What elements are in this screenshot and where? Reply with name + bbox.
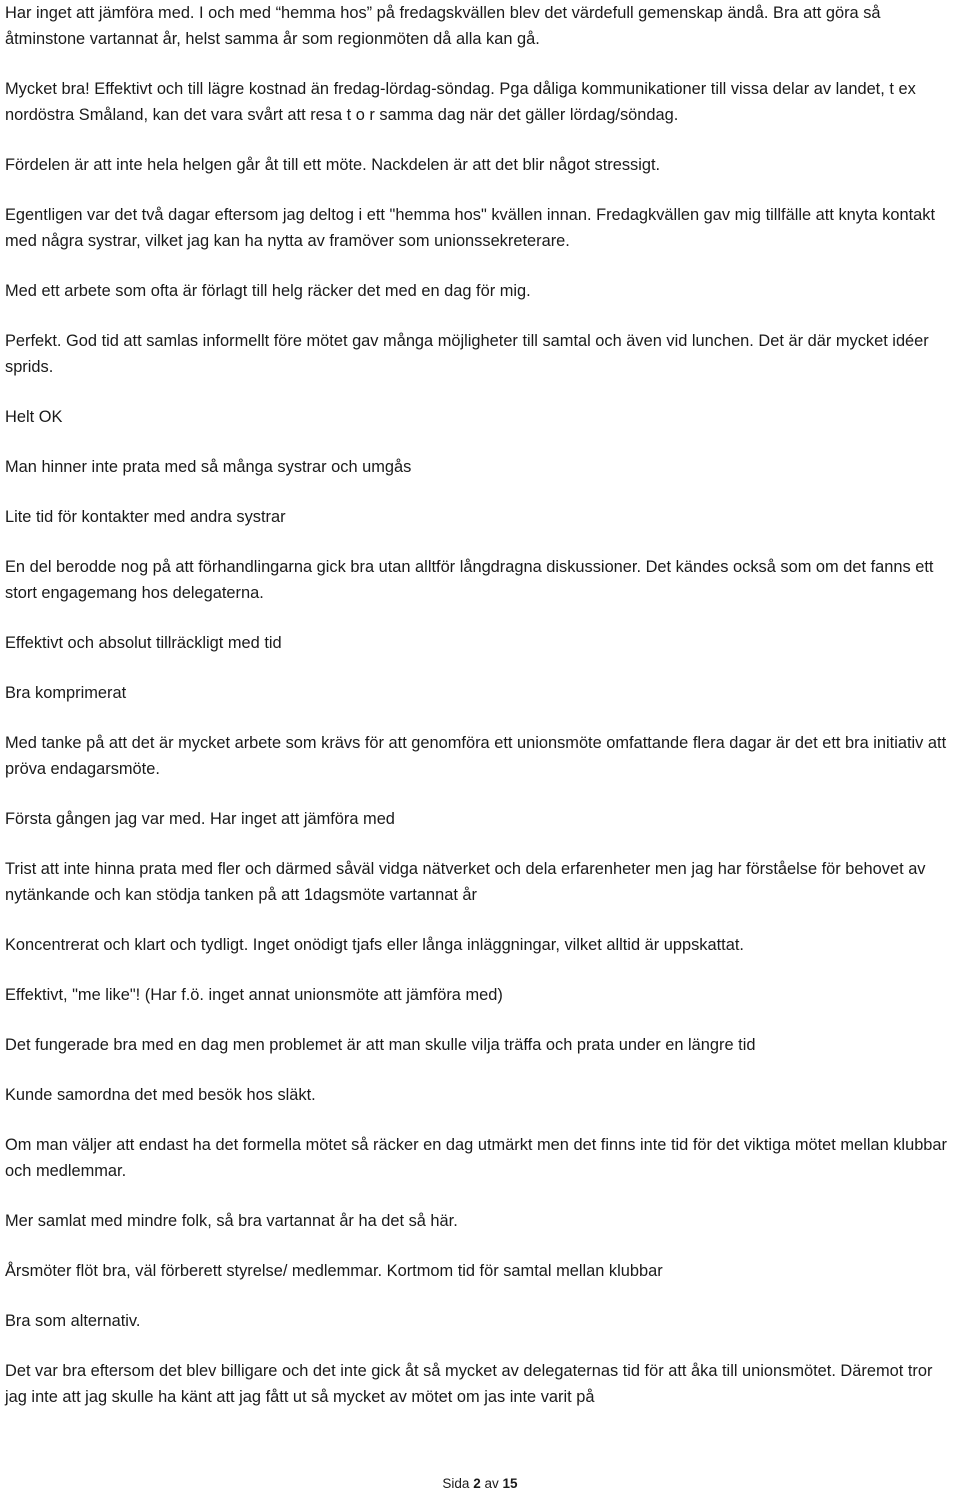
response-paragraph: Helt OK [5, 408, 63, 426]
response-paragraph: Lite tid för kontakter med andra systrar [5, 508, 286, 526]
response-paragraph: Har inget att jämföra med. I och med “hemma hos” på fredagskvällen blev det värdefull gemenskap ändå. Bra att göra så åtminstone vartannat år, helst samma år som regionmöten då alla kan gå. [5, 4, 881, 48]
response-paragraph: Det var bra eftersom det blev billigare och det inte gick åt så mycket av delegaternas tid för att åka till unionsmötet. Däremot tror jag inte att jag skulle ha känt att jag fått ut så mycket av mötet om jas inte varit på [5, 1362, 933, 1406]
response-paragraph: Mer samlat med mindre folk, så bra vartannat år ha det så här. [5, 1212, 458, 1230]
response-paragraph: Med ett arbete som ofta är förlagt till helg räcker det med en dag för mig. [5, 282, 531, 300]
response-paragraph: Effektivt och absolut tillräckligt med tid [5, 634, 282, 652]
response-paragraph: Med tanke på att det är mycket arbete som krävs för att genomföra ett unionsmöte omfattande flera dagar är det ett bra initiativ att pröva endagarsmöte. [5, 734, 947, 778]
response-paragraph: Trist att inte hinna prata med fler och därmed såväl vidga nätverket och dela erfarenheter men jag har förståelse för behovet av nytänkande och kan stödja tanken på att 1dagsmöte vartannat år [5, 860, 926, 904]
response-paragraph: Fördelen är att inte hela helgen går åt till ett möte. Nackdelen är att det blir något stressigt. [5, 156, 661, 174]
total-pages-number: 15 [502, 1476, 518, 1491]
response-paragraph: Egentligen var det två dagar eftersom jag deltog i ett "hemma hos" kvällen innan. Fredagkvällen gav mig tillfälle att knyta kontakt med några systrar, vilket jag kan ha nytta av framöver som unionssekreterare. [5, 206, 936, 250]
response-paragraph: Perfekt. God tid att samlas informellt före mötet gav många möjligheter till samtal och även vid lunchen. Det är där mycket idéer sprids. [5, 332, 929, 376]
survey-responses [5, 0, 955, 1434]
response-paragraph: Om man väljer att endast ha det formella mötet så räcker en dag utmärkt men det finns inte tid för det viktiga mötet mellan klubbar och medlemmar. [5, 1136, 947, 1180]
response-paragraph: Mycket bra! Effektivt och till lägre kostnad än fredag-lördag-söndag. Pga dåliga kommunikationer till vissa delar av landet, t ex nordöstra Småland, kan det vara svårt att resa t o r samma dag när det gäller lördag/söndag. [5, 80, 916, 124]
response-paragraph: Koncentrerat och klart och tydligt. Inget onödigt tjafs eller långa inläggningar, vilket alltid är uppskattat. [5, 936, 744, 954]
response-paragraph: Effektivt, "me like"! (Har f.ö. inget annat unionsmöte att jämföra med) [5, 986, 503, 1004]
response-paragraph: En del berodde nog på att förhandlingarna gick bra utan alltför långdragna diskussioner. Det kändes också som om det fanns ett stort engagemang hos delegaterna. [5, 558, 934, 602]
response-paragraph: Kunde samordna det med besök hos släkt. [5, 1086, 316, 1104]
response-paragraph: Första gången jag var med. Har inget att jämföra med [5, 810, 395, 828]
page-footer [0, 1475, 960, 1493]
page-separator: av [484, 1476, 499, 1491]
current-page-number: 2 [473, 1476, 481, 1491]
response-paragraph: Årsmöter flöt bra, väl förberett styrelse/ medlemmar. Kortmom tid för samtal mellan klubbar [5, 1262, 663, 1280]
response-paragraph: Man hinner inte prata med så många systrar och umgås [5, 458, 412, 476]
response-paragraph: Bra som alternativ. [5, 1312, 141, 1330]
response-paragraph: Det fungerade bra med en dag men problemet är att man skulle vilja träffa och prata under en längre tid [5, 1036, 756, 1054]
response-paragraph: Bra komprimerat [5, 684, 127, 702]
page-label: Sida [442, 1476, 470, 1491]
